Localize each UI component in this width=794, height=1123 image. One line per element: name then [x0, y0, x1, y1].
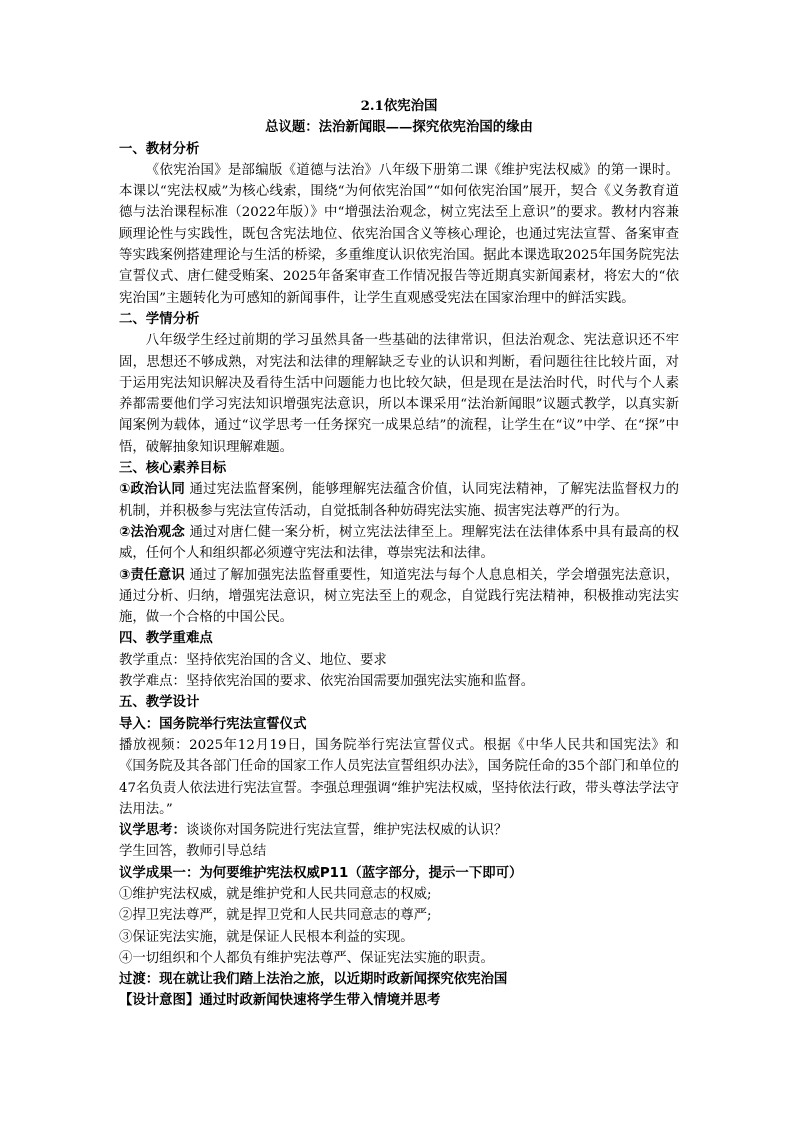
section-heading-textbook-analysis: 一、教材分析 — [119, 141, 200, 157]
textbook-analysis-body: 《依宪治国》是部编版《道德与法治》八年级下册第二课《维护宪法权威》的第一课时。本课以“宪法权威”为核心线索，围绕“为何依宪治国”“如何依宪治国”展开，契合《义务教育道德与法治课程标准（2022年版）》中“增强法治观念，树立宪法至上意识”的要求。教材内容兼顾理论性与实践性，既包含宪法地位、依宪治国含义等核心理论，也通过宪法宣誓、备案审查等实践案例搭建理论与生活的桥梁，多重维度认识依宪治国。据此本课选取2025年国务院宪法宣誓仪式、唐仁健受贿案、2025年备案审查工作情况报告等近期真实新闻素材，将宏大的“依宪治国”主题转化为可感知的新闻事件，让学生直观感受宪法在国家治理中的鲜活实践。 — [119, 162, 679, 306]
result-item: ④一切组织和个人都负有维护宪法尊严、保证宪法实施的职责。 — [119, 950, 494, 966]
student-analysis-body: 八年级学生经过前期的学习虽然具备一些基础的法律常识，但法治观念、宪法意识还不牢固，思想还不够成熟，对宪法和法律的理解缺乏专业的认识和判断，看问题往往比较片面，对于运用宪法知识解决及看待生活中问题能力也比较欠缺，但是现在是法治时代，时代与个人素养都需要他们学习宪法知识增强宪法意识，所以本课采用“法治新闻眼”议题式教学，以真实新闻案例为载体，通过“议学思考一任务探究一成果总结”的流程，让学生在“议”中学、在“探”中悟，破解抽象知识理解难题。 — [119, 333, 679, 455]
result-item: ①维护宪法权威，就是维护党和人民共同意志的权威; — [119, 886, 432, 902]
goal-text: 通过了解加强宪法监督重要性，知道宪法与每个人息息相关，学会增强宪法意识，通过分析、归纳，增强宪法意识，树立宪法至上的观念，自觉践行宪法精神，积极推动宪法实施，做一个合格的中国公民。 — [119, 567, 679, 626]
goal-label: ②法治观念 — [119, 524, 185, 540]
answer-note: 学生回答，教师引导总结 — [119, 844, 267, 860]
goal-label: ①政治认同 — [119, 482, 185, 498]
key-point: 教学重点：坚持依宪治国的含义、地位、要求 — [119, 652, 387, 668]
document-subtitle: 总议题：法治新闻眼——探究依宪治国的缘由 — [265, 119, 533, 136]
section-heading-key-points: 四、教学重难点 — [119, 631, 213, 647]
difficult-point: 教学难点：坚持依宪治国的要求、依宪治国需要加强宪法实施和监督。 — [119, 674, 535, 690]
think-label: 议学思考： — [119, 823, 186, 839]
document-title: 2.1依宪治国 — [360, 98, 438, 114]
result-item: ②捍卫宪法尊严，就是捍卫党和人民共同意志的尊严; — [119, 908, 432, 924]
intro-label: 导入：国务院举行宪法宣誓仪式 — [119, 716, 307, 732]
think-text: 谈谈你对国务院进行宪法宣誓，维护宪法权威的认识？ — [185, 823, 508, 839]
section-heading-student-analysis: 二、学情分析 — [119, 311, 200, 327]
document-page — [119, 96, 679, 1012]
goal-political-identity — [119, 479, 679, 522]
result-label: 议学成果一：为何要维护宪法权威P11（蓝字部分，提示一下即可） — [119, 865, 523, 881]
goal-text: 通过对唐仁健一案分析，树立宪法法律至上。理解宪法在法律体系中具有最高的权威，任何个人和组织都必须遵守宪法和法律，尊崇宪法和法律。 — [119, 524, 679, 562]
think-question — [119, 820, 679, 841]
video-description: 播放视频：2025年12月19日，国务院举行宪法宣誓仪式。根据《中华人民共和国宪法》和《国务院及其各部门任命的国家工作人员宪法宣誓组织办法》，国务院任命的35个部门和单位的47名负责人依法进行宪法宣誓。李强总理强调“维护宪法权威，坚持依法行政，带头尊法学法守法用法。” — [119, 737, 679, 817]
section-heading-design: 五、教学设计 — [119, 695, 200, 711]
result-item: ③保证宪法实施，就是保证人民根本利益的实现。 — [119, 929, 414, 945]
goal-responsibility — [119, 565, 679, 629]
goal-text: 通过宪法监督案例，能够理解宪法蕴含价值，认同宪法精神，了解宪法监督权力的机制，并积极参与宪法宣传活动，自觉抵制各种妨碍宪法实施、损害宪法尊严的行为。 — [119, 482, 679, 519]
goal-rule-of-law — [119, 522, 679, 565]
section-heading-goals: 三、核心素养目标 — [119, 461, 227, 477]
transition-text: 过渡：现在就让我们踏上法治之旅，以近期时政新闻探究依宪治国 — [119, 972, 508, 988]
design-intent: 【设计意图】通过时政新闻快速将学生带入情境并思考 — [119, 993, 441, 1009]
goal-label: ③责任意识 — [119, 567, 185, 583]
